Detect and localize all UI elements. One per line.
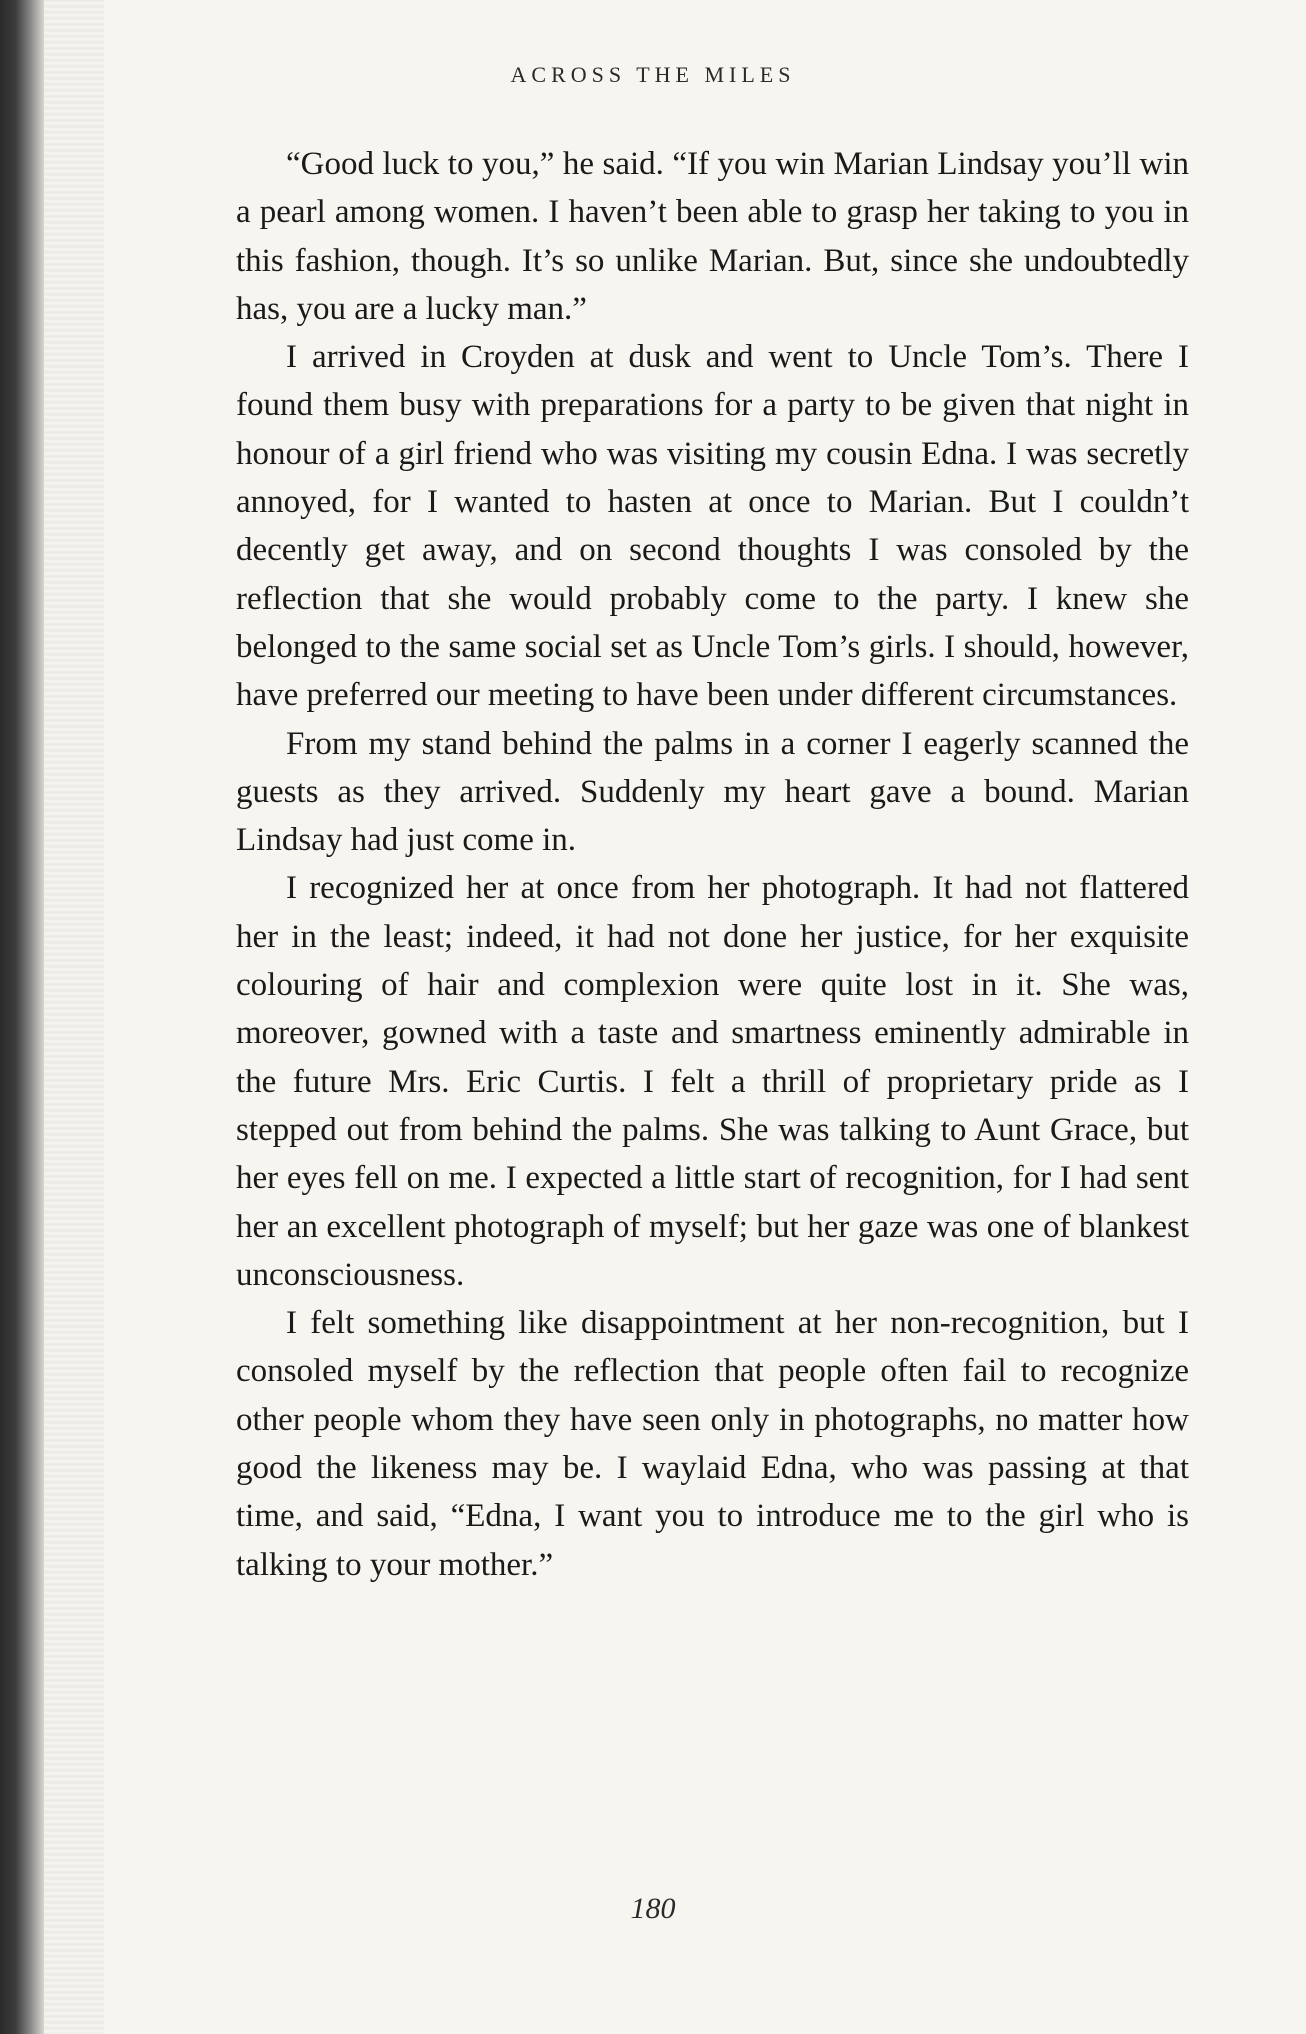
paragraph-4: I recognized her at once from her photograph. It had not flattered her in the least; indeed, it had not done her justice, for her exquisite colouring of hair and complexion were quite lost in it. She was, moreover, gowned with a taste and smartness eminently admirable in the future Mrs. Eric Curtis. I felt a thrill of proprietary pride as I stepped out from behind the palms. She was talking to Aunt Grace, but her eyes fell on me. I expected a little start of recognition, for I had sent her an excellent photograph of myself; but her gaze was one of blankest unconsciousness. [236, 870, 1189, 1293]
paragraph-2: I arrived in Croyden at dusk and went to Uncle Tom’s. There I found them busy with preparations for a party to be given that night in honour of a girl friend who was visiting my cousin Edna. I was secretly annoyed, for I wanted to hasten at once to Marian. But I couldn’t decently get away, and on second thoughts I was consoled by the reflection that she would probably come to the party. I knew she belonged to the same social set as Uncle Tom’s girls. I should, however, have preferred our meeting to have been under different circumstances. [236, 339, 1189, 714]
running-head: ACROSS THE MILES [510, 62, 796, 87]
body-text [236, 140, 1189, 1589]
scan-noise [44, 0, 104, 2034]
page-number: 180 [630, 1892, 676, 1925]
binding-gutter [0, 0, 44, 2034]
paragraph-3: From my stand behind the palms in a corner I eagerly scanned the guests as they arrived. Suddenly my heart gave a bound. Marian Lindsay had just come in. [236, 725, 1189, 859]
paragraph-5: I felt something like disappointment at her non-recognition, but I consoled myself by the reflection that people often fail to recognize other people whom they have seen only in photographs, no matter how good the likeness may be. I waylaid Edna, who was passing at that time, and said, “Edna, I want you to introduce me to the girl who is talking to your mother.” [236, 1305, 1189, 1583]
paragraph-1: “Good luck to you,” he said. “If you win Marian Lindsay you’ll win a pearl among women. I haven’t been able to grasp her taking to you in this fashion, though. It’s so unlike Marian. But, since she undoubtedly has, you are a lucky man.” [236, 146, 1189, 327]
